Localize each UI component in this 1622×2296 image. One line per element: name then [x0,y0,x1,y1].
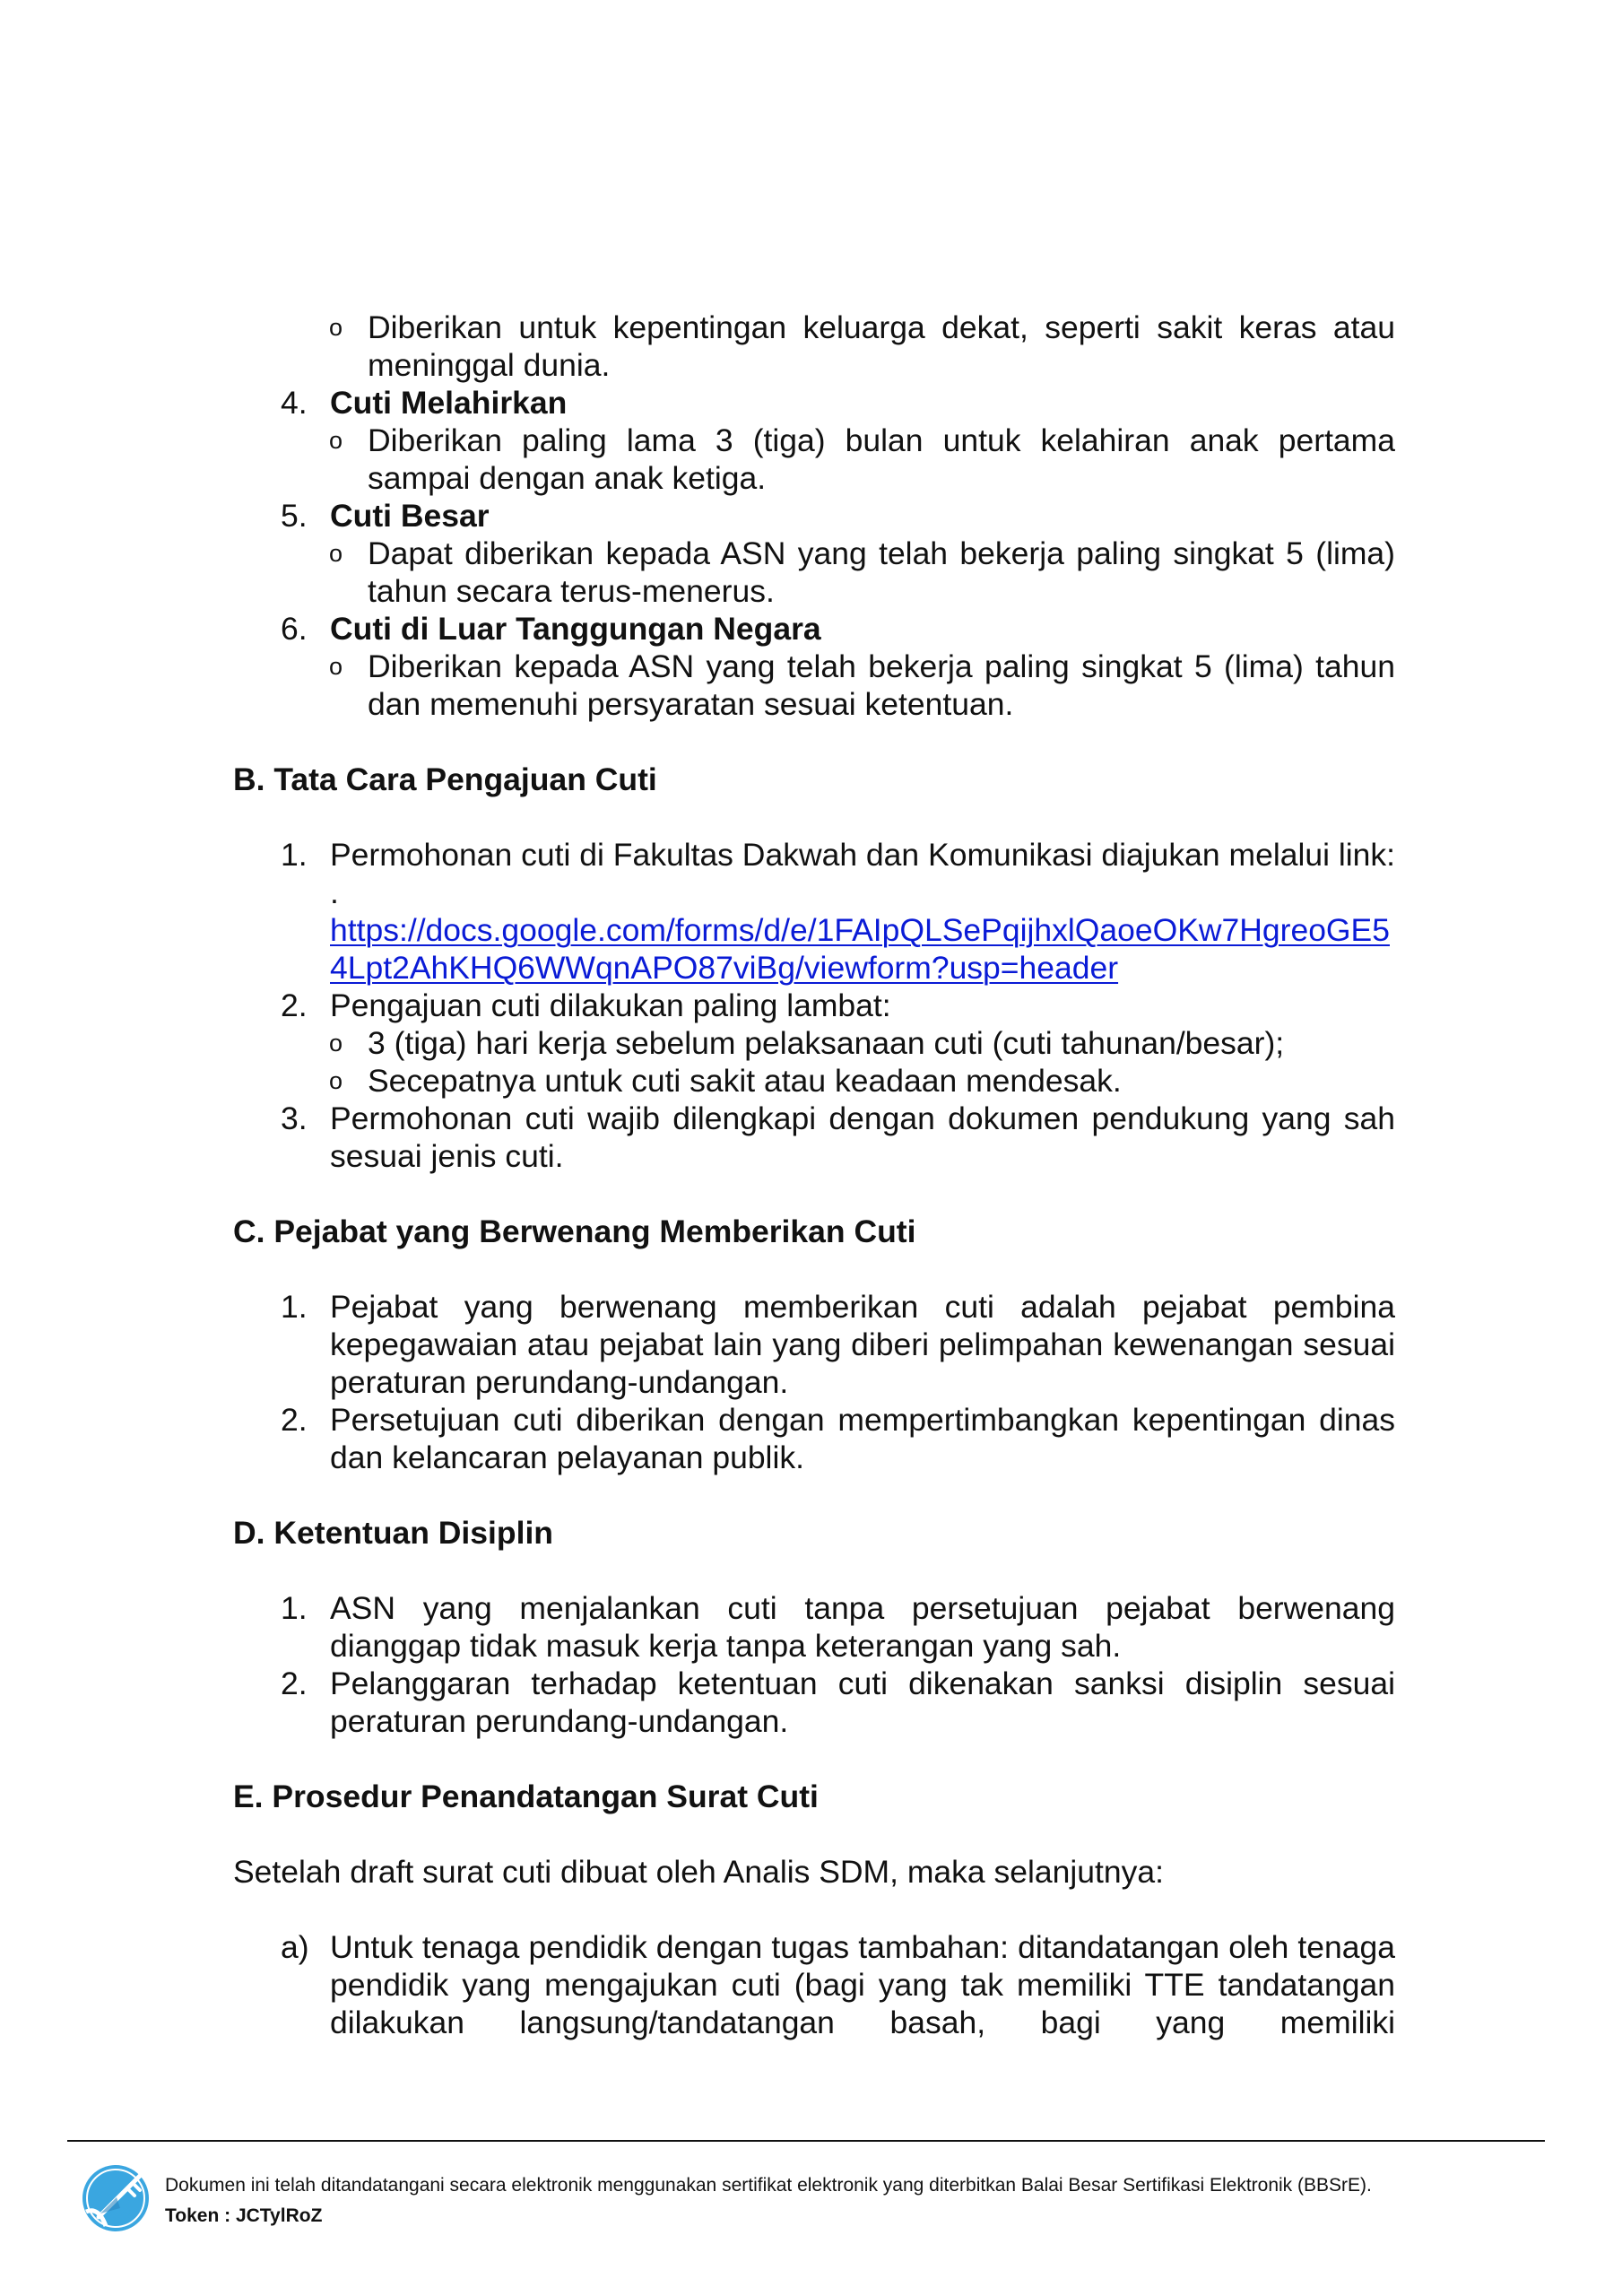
sub-list-item-text: Diberikan untuk kepentingan keluarga dekat, seperti sakit keras atau meninggal dunia. [368,309,1395,383]
spacer [233,1891,1395,1928]
list-letter: a) [281,1929,309,1965]
verification-token: Token : JCTylRoZ [165,2205,323,2226]
sub-list-item [233,648,1395,723]
leave-request-form-link[interactable]: https://docs.google.com/forms/d/e/1FAIpQLSePqijhxlQaoeOKw7HgreoGE54Lpt2AhKHQ6WWqnAPO87viBg/viewform?usp=header [330,912,1390,986]
hollow-bullet-icon: o [329,653,343,680]
list-item-text: Permohonan cuti di Fakultas Dakwah dan Komunikasi diajukan melalui link: . [330,837,1395,910]
list-number: 2. [281,987,308,1023]
sub-list-item-text: Diberikan kepada ASN yang telah bekerja paling singkat 5 (lima) tahun dan memenuhi persyaratan sesuai ketentuan. [368,648,1395,722]
sub-list-item-text: Secepatnya untuk cuti sakit atau keadaan mendesak. [368,1063,1122,1099]
section-heading-c: C. Pejabat yang Berwenang Memberikan Cuti [233,1213,916,1249]
list-item [233,1100,1395,1175]
sub-list-item-text: 3 (tiga) hari kerja sebelum pelaksanaan cuti (cuti tahunan/besar); [368,1025,1285,1061]
leave-type-title: Cuti di Luar Tanggungan Negara [330,611,821,647]
list-item [233,1928,1395,2041]
list-item [233,1401,1395,1476]
leave-type-title: Cuti Melahirkan [330,385,568,421]
list-number: 5. [281,498,308,534]
list-item-text: Pelanggaran terhadap ketentuan cuti dikenakan sanksi disiplin sesuai peraturan perundang-undangan. [330,1665,1395,1739]
sub-list-item [233,309,1395,384]
list-item [233,1288,1395,1401]
e-signature-notice: Dokumen ini telah ditandatangani secara elektronik menggunakan sertifikat elektronik yang diterbitkan Balai Besar Sertifikasi Elektronik (BBSrE). [165,2175,1372,2196]
list-number: 1. [281,1590,308,1626]
list-item-text: Untuk tenaga pendidik dengan tugas tambahan: ditandatangan oleh tenaga pendidik yang mengajukan cuti (bagi yang tak memiliki TTE tandatangan dilakukan langsung/tandatangan basah, bagi yang memiliki [330,1929,1395,2040]
spacer [233,798,1395,836]
section-heading-d: D. Ketentuan Disiplin [233,1515,553,1551]
footer-divider [67,2140,1545,2142]
list-number: 2. [281,1402,308,1438]
leave-type-title: Cuti Besar [330,498,490,534]
spacer [233,1250,1395,1288]
document-page [233,309,1395,2041]
list-number: 1. [281,1289,308,1325]
list-item-text: Persetujuan cuti diberikan dengan mempertimbangkan kepentingan dinas dan kelancaran pelayanan publik. [330,1402,1395,1475]
sub-list-item [233,1062,1395,1100]
hollow-bullet-icon: o [329,427,343,454]
spacer [233,723,1395,761]
list-item [233,1665,1395,1740]
spacer [233,1476,1395,1514]
list-number: 4. [281,385,308,421]
sub-list-item-text: Dapat diberikan kepada ASN yang telah bekerja paling singkat 5 (lima) tahun secara terus-menerus. [368,535,1395,609]
list-number: 3. [281,1100,308,1136]
leave-type-item [233,384,1395,422]
leave-type-item [233,497,1395,535]
sub-list-item-text: Diberikan paling lama 3 (tiga) bulan untuk kelahiran anak pertama sampai dengan anak ketiga. [368,422,1395,496]
section-heading-e: E. Prosedur Penandatangan Surat Cuti [233,1779,819,1814]
list-number: 1. [281,837,308,873]
list-item-text: Permohonan cuti wajib dilengkapi dengan dokumen pendukung yang sah sesuai jenis cuti. [330,1100,1395,1174]
section-intro: Setelah draft surat cuti dibuat oleh Analis SDM, maka selanjutnya: [233,1854,1164,1890]
list-item [233,987,1395,1024]
leave-type-item [233,610,1395,648]
list-number: 6. [281,611,308,647]
hollow-bullet-icon: o [329,314,343,341]
spacer [233,1815,1395,1853]
list-item [233,1589,1395,1665]
trailing-period: . [330,874,339,910]
sub-list-item [233,535,1395,610]
list-item-text: ASN yang menjalankan cuti tanpa persetujuan pejabat berwenang dianggap tidak masuk kerja tanpa keterangan yang sah. [330,1590,1395,1664]
bsre-key-seal-icon [81,2163,151,2233]
sub-list-item [233,422,1395,497]
list-item-text: Pejabat yang berwenang memberikan cuti adalah pejabat pembina kepegawaian atau pejabat lain yang diberi pelimpahan kewenangan sesuai peraturan perundang-undangan. [330,1289,1395,1400]
spacer [233,1552,1395,1589]
list-number: 2. [281,1665,308,1701]
sub-list-item [233,1024,1395,1062]
section-heading-b: B. Tata Cara Pengajuan Cuti [233,761,657,797]
spacer [233,1740,1395,1778]
hollow-bullet-icon: o [329,1030,343,1057]
spacer [233,1175,1395,1213]
list-item-text: Pengajuan cuti dilakukan paling lambat: [330,987,891,1023]
hollow-bullet-icon: o [329,540,343,567]
hollow-bullet-icon: o [329,1067,343,1094]
list-item [233,836,1395,987]
